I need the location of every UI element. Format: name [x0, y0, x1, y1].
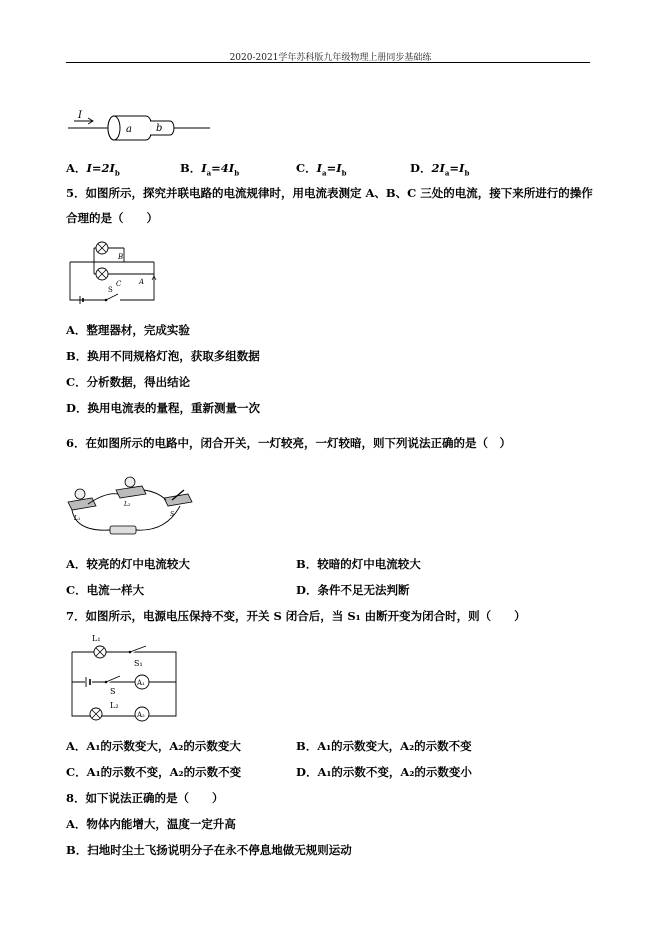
l1-label: L₁	[74, 515, 81, 522]
q5-option-d[interactable]: D．换用电流表的量程，重新测量一次	[66, 401, 260, 415]
q5-option-c[interactable]: C．分析数据，得出结论	[66, 375, 191, 389]
page-header: 2020-2021学年苏科版九年级物理上册同步基础练	[229, 53, 432, 63]
ammeter-circuit-figure	[66, 628, 182, 724]
l2-label: L₂	[110, 701, 119, 710]
switch-s-label: S	[108, 286, 113, 294]
a1-label: A₁	[137, 679, 145, 687]
q5-stem-line1: 5．如图所示，探究并联电路的电流规律时，用电流表测定 A、B、C 三处的电流，接下来所进行的操作	[66, 186, 593, 200]
q7-stem: 7．如图所示，电源电压保持不变，开关 S 闭合后，当 S₁ 由断开变为闭合时，则（ ）	[66, 609, 526, 623]
conductor-ab-figure	[66, 108, 216, 150]
s-label: S	[170, 511, 175, 518]
a2-label: A₂	[137, 711, 145, 719]
point-b-label: B	[118, 253, 124, 261]
parallel-circuit-figure	[66, 238, 160, 308]
q4-option-b[interactable]: B．$I_a=4I_b$	[180, 161, 240, 178]
q4-option-a[interactable]: A．$I=2I_b$	[66, 161, 120, 178]
point-c-label: C	[116, 280, 122, 288]
q5-stem-line2: 合理的是（ ）	[66, 211, 158, 225]
q8-option-b[interactable]: B．扫地时尘土飞扬说明分子在永不停息地做无规则运动	[66, 843, 352, 857]
q4-option-c[interactable]: C．$I_a=I_b$	[296, 161, 347, 178]
q6-option-a[interactable]: A．较亮的灯中电流较大	[66, 557, 190, 571]
l2-label: L₂	[124, 501, 131, 508]
q8-option-a[interactable]: A．物体内能增大，温度一定升高	[66, 817, 236, 831]
l1-label: L₁	[92, 634, 101, 643]
q7-option-c[interactable]: C．A₁的示数不变，A₂的示数不变	[66, 765, 242, 779]
q8-stem: 8．如下说法正确的是（ ）	[66, 791, 224, 805]
s-label: S	[110, 687, 116, 696]
q5-option-b[interactable]: B．换用不同规格灯泡，获取多组数据	[66, 349, 260, 363]
q7-option-a[interactable]: A．A₁的示数变大，A₂的示数变大	[66, 739, 241, 753]
a-label: a	[126, 124, 132, 135]
current-label: I	[78, 110, 82, 121]
q6-option-d[interactable]: D．条件不足无法判断	[296, 583, 410, 597]
q5-option-a[interactable]: A．整理器材，完成实验	[66, 323, 190, 337]
q6-option-b[interactable]: B．较暗的灯中电流较大	[296, 557, 421, 571]
q6-stem: 6．在如图所示的电路中，闭合开关，一灯较亮，一灯较暗，则下列说法正确的是（ ）	[66, 436, 511, 450]
q7-option-b[interactable]: B．A₁的示数变大，A₂的示数不变	[296, 739, 472, 753]
s1-label: S₁	[134, 659, 143, 668]
q6-option-c[interactable]: C．电流一样大	[66, 583, 145, 597]
b-label: b	[156, 123, 163, 134]
header-rule	[66, 62, 590, 63]
q4-option-d[interactable]: D．$2I_a=I_b$	[410, 161, 470, 178]
point-a-label: A	[139, 278, 145, 286]
q7-option-d[interactable]: D．A₁的示数不变，A₂的示数变小	[296, 765, 472, 779]
lamp-circuit-figure	[66, 474, 194, 544]
